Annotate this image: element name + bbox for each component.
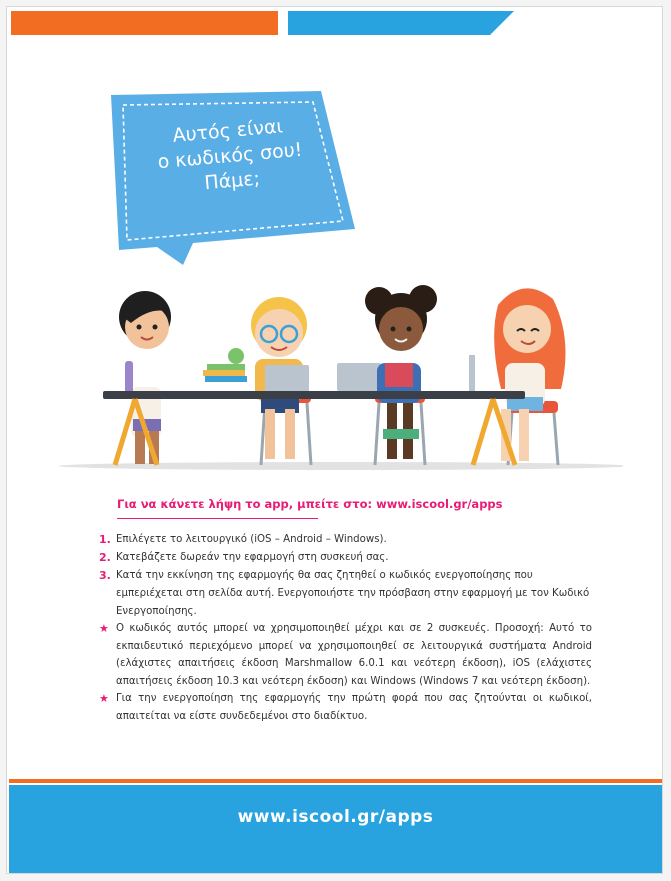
star-icon: ★ [99, 622, 109, 635]
note-item [94, 620, 592, 690]
step-number: 1. [99, 533, 111, 546]
speech-bubble [7, 7, 663, 277]
bubble-line-3: Πάμε; [203, 167, 261, 195]
kids-with-laptops-at-desk-icon [53, 279, 623, 474]
step-number: 3. [99, 569, 111, 582]
step-item [94, 531, 594, 549]
intro-underline [117, 518, 318, 519]
step-number: 2. [99, 551, 111, 564]
footer-orange-stripe [9, 779, 662, 783]
star-icon: ★ [99, 692, 109, 705]
note-text: Για την ενεργοποίηση της εφαρμογής την πρώτη φορά που σας ζητούνται οι κωδικοί, απαιτείται να είστε συνδεδεμένοι στο διαδίκτυο. [116, 693, 592, 722]
step-item [94, 549, 594, 567]
note-text: Ο κωδικός αυτός μπορεί να χρησιμοποιηθεί μέχρι και σε 2 συσκευές. Προσοχή: Αυτό το εκπαιδευτικό περιεχόμενο μπορεί να χρησιμοποιηθεί σε λειτουργικά συστήματα Android (ελάχιστες απαιτήσεις έκδοση Marshmallow 6.0.1 και νεότερη έκδοση), iOS (ελάχιστες απαιτήσεις έκδοση 10.3 και νεότερη έκδοση) και Windows (Windows 7 και νεότερη έκδοση). [116, 623, 592, 687]
step-item [94, 567, 594, 621]
steps-list [94, 531, 594, 621]
step-text: Κατεβάζετε δωρεάν την εφαρμογή στη συσκευή σας. [116, 552, 389, 563]
step-text: Επιλέγετε το λειτουργικό (iOS – Android – Windows). [116, 534, 387, 545]
bubble-line-1: Αυτός είναι [171, 115, 284, 147]
footer-url: www.iscool.gr/apps [237, 807, 434, 827]
footer-blue-band [9, 785, 662, 873]
step-text: Κατά την εκκίνηση της εφαρμογής θα σας ζητηθεί ο κωδικός ενεργοποίησης που εμπεριέχεται στη σελίδα αυτή. Ενεργοποιήστε την πρόσβαση στην εφαρμογή με τον Κωδικό Ενεργοποίησης. [116, 570, 590, 617]
notes-list [94, 620, 592, 725]
bubble-line-2: ο κωδικός σου! [156, 138, 304, 174]
note-item [94, 690, 592, 725]
download-intro-text: Για να κάνετε λήψη το app, μπείτε στο: www.iscool.gr/apps [117, 497, 503, 511]
page [6, 6, 663, 874]
